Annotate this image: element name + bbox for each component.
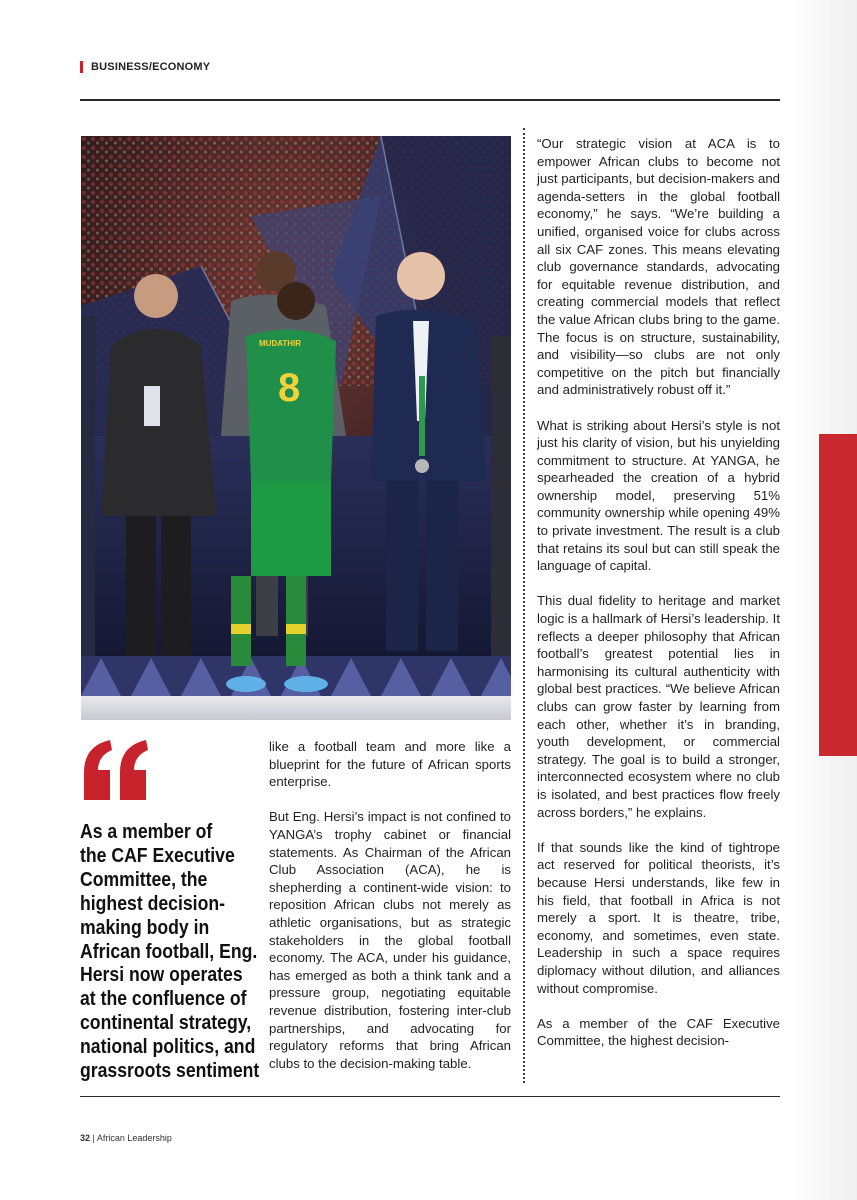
bottom-rule [80, 1096, 780, 1097]
pull-quote-line: highest decision- [80, 891, 225, 915]
body-paragraph: This dual fidelity to heritage and market logic is a hallmark of Hersi’s leadership. It reflects a deeper philosophy that African football’s greatest potential lies in harmonising its cultural authenticity with global best practices. “We believe African clubs can grow faster by learning from each other, whether it’s in branding, youth development, or commercial strategy. The goal is to build a stronger, interconnected ecosystem where no club is isolated, and best practices flow freely across borders,” he explains. [537, 593, 780, 820]
quote-mark-icon [80, 738, 152, 802]
section-accent-bar [80, 61, 83, 73]
middle-column [269, 738, 511, 1072]
pull-quote [80, 820, 260, 1083]
body-paragraph: As a member of the CAF Executive Committee, the highest decision- [537, 1015, 780, 1049]
publication-name: African Leadership [96, 1133, 172, 1143]
footer-separator: | [90, 1133, 97, 1143]
pull-quote-line: Hersi now operates [80, 963, 243, 987]
pull-quote-line: making body in [80, 915, 210, 939]
section-label: BUSINESS/ECONOMY [91, 61, 211, 73]
pull-quote-line: grassroots sentiment [80, 1059, 260, 1083]
body-paragraph: like a football team and more like a blueprint for the future of African sports enterprise. [269, 739, 511, 790]
body-paragraph: But Eng. Hersi’s impact is not confined to YANGA’s trophy cabinet or financial statements. As Chairman of the African Club Association (ACA), he is shepherding a continent-wide vision: to reposition African clubs not merely as athletic organisations, but as strategic stakeholders in the global football economy. The ACA, under his guidance, has emerged as both a think tank and a pressure group, negotiating equitable revenue distribution, fostering inter-club partnerships, and advocating for regulatory reforms that bring African clubs to the decision-making table. [269, 809, 511, 1071]
pull-quote-line: national politics, and [80, 1035, 256, 1059]
body-paragraph: “Our strategic vision at ACA is to empower African clubs to become not just participants, but decision-makers and agenda-setters in the global football economy,” he says. “We’re building a unified, organised voice for clubs across all six CAF zones. This means elevating club governance standards, advocating for equitable revenue distribution, and creating commercial models that reflect the value African clubs bring to the game. The focus is on structure, sustainability, and visibility—so clubs are not only competitive on the pitch but financially and administratively robust off it.” [537, 136, 780, 398]
pull-quote-line: the CAF Executive [80, 843, 235, 867]
column-divider [523, 128, 525, 1083]
page-edge-tab [819, 434, 857, 756]
pull-quote-line: As a member of [80, 820, 213, 843]
pull-quote-line: at the confluence of [80, 987, 247, 1011]
section-header [80, 59, 210, 75]
pull-quote-line: African football, Eng. [80, 939, 258, 963]
article-photo [81, 136, 511, 720]
pull-quote-line: Committee, the [80, 867, 208, 891]
page-number: 32 [80, 1133, 91, 1143]
top-rule [80, 99, 780, 101]
body-paragraph: What is striking about Hersi’s style is not just his clarity of vision, but his unyielding commitment to structure. At YANGA, he spearheaded the creation of a hybrid ownership model, preserving 51% community ownership while opening 49% to private investment. The result is a club that retains its soul but can still speak the language of capital. [537, 417, 780, 574]
jersey-number: 8 [278, 366, 301, 410]
pull-quote-line: continental strategy, [80, 1011, 252, 1035]
jersey-name: MUDATHIR [259, 339, 302, 348]
right-column [537, 135, 780, 1050]
body-paragraph: If that sounds like the kind of tightrope act reserved for political theorists, it’s because Hersi understands, like few in his field, that football in Africa is not merely a sport. It is theatre, tribe, economy, and sometimes, even state. Leadership in such a space requires diplomacy without dilution, and alliances without compromise. [537, 839, 780, 996]
page-footer [80, 1133, 172, 1143]
award-ceremony-photo-icon [81, 136, 511, 720]
